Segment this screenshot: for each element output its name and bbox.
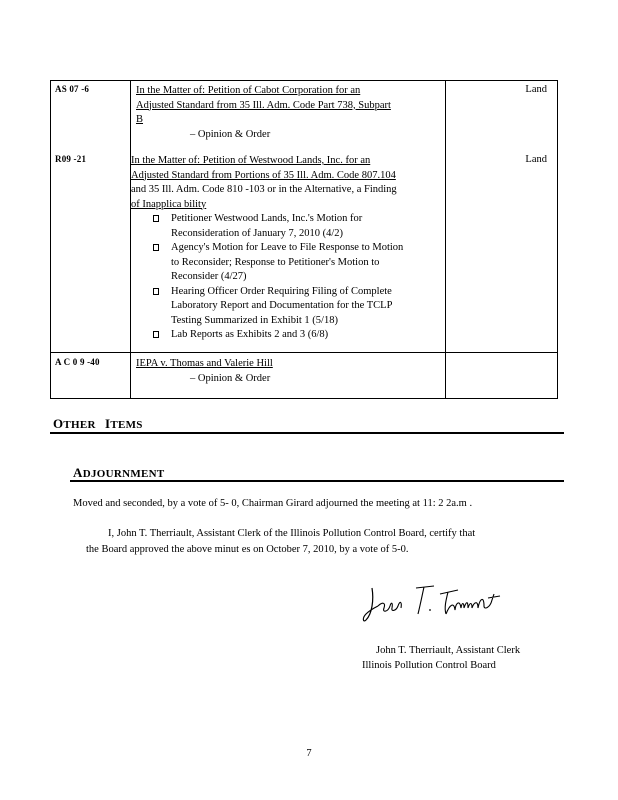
docket-code: AS 07 -6 xyxy=(55,84,90,94)
heading-initial: O xyxy=(53,416,64,431)
bullet-icon xyxy=(153,288,159,295)
adjournment-heading xyxy=(73,465,165,481)
section-rule xyxy=(70,480,564,482)
matter-line: Adjusted Standard from 35 Ill. Adm. Code Part 738, Subpart xyxy=(136,99,391,111)
matter-title xyxy=(136,357,436,386)
list-item xyxy=(131,328,443,343)
certification-line: I, John T. Therriault, Assistant Clerk of the Illinois Pollution Control Board, certify that xyxy=(108,528,476,539)
handwritten-signature xyxy=(360,580,510,630)
matter-line: of Inapplica bility xyxy=(131,198,207,210)
bullet-icon xyxy=(153,215,159,222)
category-label: Land xyxy=(525,154,547,165)
docket-code: A C 0 9 -40 xyxy=(55,357,100,367)
table-row-divider xyxy=(51,352,557,353)
signature-block xyxy=(362,643,602,673)
other-items-heading xyxy=(53,416,143,432)
matter-line: and 35 Ill. Adm. Code 810 -103 or in the Alternative, a Finding xyxy=(131,184,397,195)
matter-line: IEPA v. Thomas and Valerie Hill xyxy=(136,358,273,369)
list-item-line: Agency's Motion for Leave to File Response to Motion xyxy=(171,242,404,253)
filing-list xyxy=(131,212,443,343)
certification-text xyxy=(86,526,586,558)
signer-name: John T. Therriault, Assistant Clerk xyxy=(376,645,521,656)
matter-line: In the Matter of: Petition of Westwood Lands, Inc. for an xyxy=(131,155,371,166)
matter-title xyxy=(131,154,443,343)
category-label: Land xyxy=(525,84,547,95)
heading-rest: THER xyxy=(63,419,96,431)
bullet-icon xyxy=(153,331,159,338)
table-divider-category xyxy=(445,81,446,398)
list-item xyxy=(131,212,443,241)
list-item xyxy=(131,241,443,285)
matter-action: – Opinion & Order xyxy=(190,372,271,384)
page-number: 7 xyxy=(306,748,312,759)
matter-line: In the Matter of: Petition of Cabot Corporation for an xyxy=(136,85,361,96)
list-item-line: Reconsideration of January 7, 2010 (4/2) xyxy=(171,227,344,239)
list-item-line: Testing Summarized in Exhibit 1 (5/18) xyxy=(171,314,338,326)
list-item-line: to Reconsider; Response to Petitioner's Motion to xyxy=(171,256,380,268)
heading-initial: I xyxy=(104,416,111,431)
docket-code: R09 -21 xyxy=(55,154,87,164)
heading-rest: DJOURNMENT xyxy=(82,468,165,480)
matter-title xyxy=(136,84,436,142)
section-rule xyxy=(50,432,564,434)
list-item-line: Petitioner Westwood Lands, Inc.'s Motion for xyxy=(171,213,363,224)
list-item xyxy=(131,285,443,329)
list-item-line: Hearing Officer Order Requiring Filing of Complete xyxy=(171,285,392,297)
list-item-line: Reconsider (4/27) xyxy=(171,271,247,282)
list-item-line: Lab Reports as Exhibits 2 and 3 (6/8) xyxy=(171,329,329,340)
matter-line: Adjusted Standard from Portions of 35 Ill. Adm. Code 807.104 xyxy=(131,169,396,181)
matter-line: B xyxy=(136,114,144,125)
agenda-table xyxy=(50,80,558,399)
signer-organization: Illinois Pollution Control Board xyxy=(362,660,496,671)
list-item-line: Laboratory Report and Documentation for the TCLP xyxy=(171,300,393,311)
adjournment-text: Moved and seconded, by a vote of 5- 0, Chairman Girard adjourned the meeting at 11: 2 2a.m . xyxy=(73,498,473,509)
heading-initial: A xyxy=(73,465,83,480)
certification-line: the Board approved the above minut es on October 7, 2010, by a vote of 5-0. xyxy=(86,544,409,555)
bullet-icon xyxy=(153,244,159,251)
heading-rest: TEMS xyxy=(110,419,143,431)
matter-action: – Opinion & Order xyxy=(190,128,271,140)
